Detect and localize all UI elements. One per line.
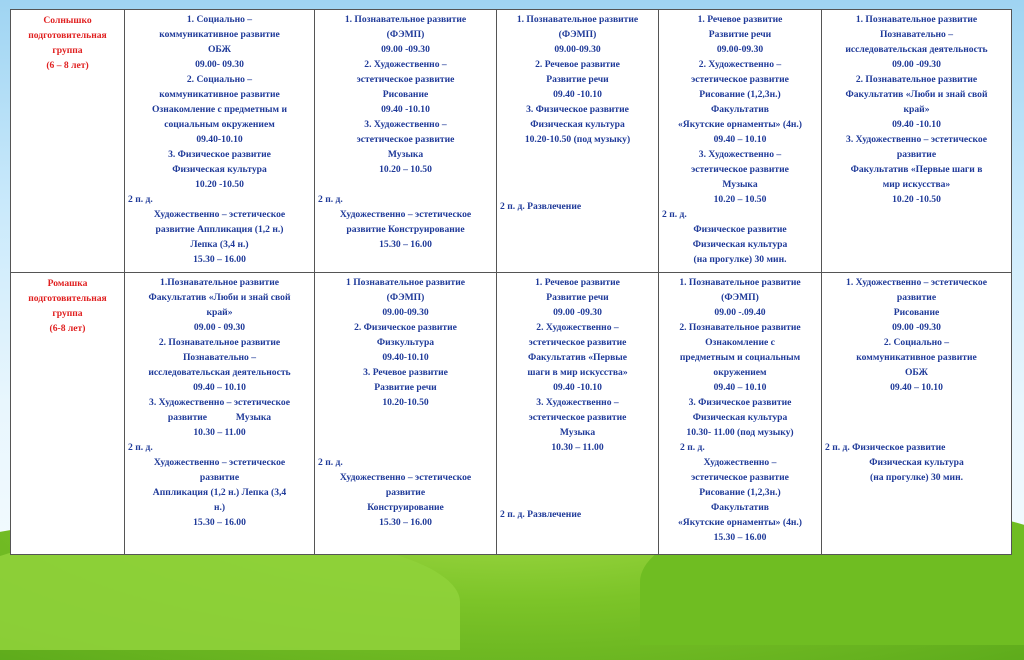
activity-line: 09.40 – 10.10 <box>890 382 943 393</box>
activity-line: 2 п. д. <box>128 442 153 453</box>
activity-line: 09.00-09.30 <box>716 44 764 55</box>
activity-line: 10.20 – 10.50 <box>379 164 432 175</box>
activity-line: «Якутские орнаменты» (4н.) <box>677 119 802 130</box>
activity-line: Физическая культура <box>172 164 267 175</box>
activity-line: коммуникативное развитие <box>159 29 280 40</box>
activity-line: предметным и социальным <box>679 352 801 363</box>
group-line: Ромашка <box>47 278 88 289</box>
activity-line: Художественно – эстетическое <box>339 209 472 220</box>
activity-line: 3. Физическое развитие <box>688 397 792 408</box>
group-line: подготовительная <box>28 293 107 304</box>
activity-line: 2 п. д. <box>318 457 343 468</box>
activity-line: 1. Познавательное развитие <box>344 14 467 25</box>
activity-line: Развитие речи <box>374 382 437 393</box>
activity-line: развитие Конструирование <box>346 224 465 235</box>
activity-line: (ФЭМП) <box>721 292 759 303</box>
activity-line: 09.40 -10.10 <box>553 382 602 393</box>
activity-line: 2. Физическое развитие <box>354 322 457 333</box>
activity-line: 2 п. д. <box>680 442 705 453</box>
activity-line: 3. Художественно – эстетическое <box>846 134 987 145</box>
activity-line: 09.00- 09.30 <box>195 59 244 70</box>
activity-line: Художественно – <box>703 457 777 468</box>
activity-line: Ознакомление с <box>705 337 775 348</box>
activity-line: 09.40 – 10.10 <box>713 382 767 393</box>
activity-line: н.) <box>213 502 226 513</box>
activity-line: 09.40 -10.10 <box>553 89 602 100</box>
activity-line: край» <box>206 307 233 318</box>
activity-line: Художественно – эстетическое <box>339 472 472 483</box>
group-line: подготовительная <box>28 30 107 41</box>
activity-line: развитие <box>199 472 240 483</box>
activity-line: 3. Речевое развитие <box>363 367 448 378</box>
activity-line: Музыка <box>387 149 424 160</box>
activity-line: развитие <box>896 149 937 160</box>
activity-line: 09.40 – 10.10 <box>713 134 767 145</box>
activity-line: 2 п. д. Физическое развитие <box>825 442 946 453</box>
activity-line: 2. Речевое развитие <box>535 59 620 70</box>
activity-line: 10.20-10.50 (под музыку) <box>524 134 631 145</box>
activity-line: край» <box>903 104 930 115</box>
activity-line: 1. Познавательное развитие <box>855 14 978 25</box>
activity-line: Развитие речи <box>546 292 609 303</box>
schedule-row-solnyshko <box>11 10 1012 273</box>
activity-line: Развитие речи <box>546 74 609 85</box>
activity-line: 10.30 – 11.00 <box>551 442 604 453</box>
activity-line: эстетическое развитие <box>528 412 627 423</box>
activity-line: (ФЭМП) <box>386 292 425 303</box>
activity-line: ОБЖ <box>207 44 232 55</box>
activity-line: 09.00 -09.30 <box>381 44 430 55</box>
activity-line: исследовательская деятельность <box>845 44 988 55</box>
activity-line: эстетическое развитие <box>691 74 789 85</box>
activity-line: развитие Музыка <box>167 412 272 423</box>
group-line: (6-8 лет) <box>49 323 86 334</box>
day-cell-thursday <box>659 273 822 555</box>
activity-line: 1 Познавательное развитие <box>346 277 465 288</box>
group-line: группа <box>52 308 83 319</box>
activity-line: Развитие речи <box>708 29 772 40</box>
activity-line: 09.00 -09.30 <box>553 307 602 318</box>
activity-line: Музыка <box>559 427 596 438</box>
day-cell-wednesday <box>497 10 659 273</box>
activity-line: Художественно – эстетическое <box>153 457 286 468</box>
activity-line: Художественно – эстетическое <box>153 209 286 220</box>
activity-line: 2. Познавательное развитие <box>855 74 978 85</box>
activity-line: 3. Художественно – эстетическое <box>149 397 290 408</box>
activity-line: 15.30 – 16.00 <box>713 532 767 543</box>
activity-line: социальным окружением <box>164 119 275 130</box>
activity-line: эстетическое развитие <box>356 134 455 145</box>
activity-line: 09.00 -09.30 <box>892 322 941 333</box>
activity-line: Факультатив «Первые шаги в <box>850 164 983 175</box>
activity-line: 3. Художественно – <box>364 119 447 130</box>
activity-line: мир искусства» <box>882 179 951 190</box>
activity-line: 1. Речевое развитие <box>697 14 783 25</box>
activity-line: 09.00 -.09.40 <box>714 307 766 318</box>
activity-line: развитие <box>385 487 426 498</box>
activity-line: 2. Социально – <box>186 74 253 85</box>
day-cell-thursday <box>659 10 822 273</box>
activity-line: Факультатив «Первые <box>527 352 628 363</box>
activity-line: коммуникативное развитие <box>159 89 280 100</box>
activity-line: 2. Социально – <box>883 337 950 348</box>
activity-line: Ознакомление с предметным и <box>151 104 288 115</box>
activity-line: 09.40-10.10 <box>196 134 243 145</box>
activity-line: 2. Познавательное развитие <box>679 322 801 333</box>
activity-line: 09.40 -10.10 <box>892 119 941 130</box>
activity-line: Музыка <box>722 179 758 190</box>
activity-line: Физическая культура <box>869 457 964 468</box>
activity-line: Аппликация (1,2 н.) Лепка (3,4 <box>152 487 287 498</box>
activity-line: 2 п. д. <box>318 194 343 205</box>
activity-line: (ФЭМП) <box>558 29 597 40</box>
activity-line: 09.40 – 10.10 <box>193 382 246 393</box>
activity-line: эстетическое развитие <box>691 164 789 175</box>
activity-line: 09.00-09.30 <box>554 44 601 55</box>
activity-line: 2. Художественно – <box>364 59 447 70</box>
activity-line: Познавательно – <box>182 352 257 363</box>
activity-line: 1. Познавательное развитие <box>516 14 639 25</box>
activity-line: шаги в мир искусства» <box>527 367 628 378</box>
activity-line: эстетическое развитие <box>528 337 627 348</box>
activity-line: Рисование <box>893 307 940 318</box>
activity-line: Физическое развитие <box>693 224 787 235</box>
activity-line: 10.30 – 11.00 <box>193 427 246 438</box>
activity-line: 09.00-09.30 <box>382 307 429 318</box>
day-cell-monday <box>125 10 315 273</box>
group-line: Солнышко <box>43 15 92 26</box>
activity-line: 2. Художественно – <box>698 59 782 70</box>
activity-line: 2. Познавательное развитие <box>158 337 281 348</box>
activity-line: 15.30 – 16.00 <box>379 517 432 528</box>
group-cell-romashka <box>11 273 125 555</box>
day-cell-friday <box>822 10 1012 273</box>
day-cell-monday <box>125 273 315 555</box>
activity-line: 15.30 – 16.00 <box>379 239 432 250</box>
activity-line: эстетическое развитие <box>691 472 789 483</box>
day-cell-friday <box>822 273 1012 555</box>
activity-line: Факультатив <box>711 502 769 513</box>
activity-line: 1. Социально – <box>186 14 253 25</box>
activity-line: 10.30- 11.00 (под музыку) <box>686 427 794 438</box>
activity-line: окружением <box>713 367 767 378</box>
day-cell-tuesday <box>315 10 497 273</box>
activity-line: 15.30 – 16.00 <box>193 254 246 265</box>
activity-line: Факультатив «Люби и знай свой <box>148 292 291 303</box>
activity-line: Физкультура <box>376 337 435 348</box>
day-cell-tuesday <box>315 273 497 555</box>
activity-line: 3. Художественно – <box>536 397 619 408</box>
activity-line: «Якутские орнаменты» (4н.) <box>677 517 802 528</box>
activity-line: Факультатив «Люби и знай свой <box>845 89 988 100</box>
activity-line: Физическая культура <box>692 412 788 423</box>
activity-line: 09.40-10.10 <box>382 352 429 363</box>
activity-line: 10.20 – 10.50 <box>713 194 767 205</box>
activity-line: развитие <box>896 292 937 303</box>
activity-line: 3. Физическое развитие <box>168 149 271 160</box>
activity-line: ОБЖ <box>904 367 929 378</box>
activity-line: 3. Художественно – <box>698 149 782 160</box>
activity-line: 10.20-10.50 <box>382 397 429 408</box>
activity-line: 10.20 -10.50 <box>195 179 244 190</box>
activity-line: 10.20 -10.50 <box>892 194 941 205</box>
activity-line: (ФЭМП) <box>386 29 425 40</box>
activity-line: исследовательская деятельность <box>148 367 291 378</box>
activity-line: 09.00 - 09.30 <box>193 322 246 333</box>
activity-line: (на прогулке) 30 мин. <box>693 254 787 265</box>
activity-line: 2 п. д. Развлечение <box>500 201 582 212</box>
activity-line: Факультатив <box>711 104 769 115</box>
day-cell-wednesday <box>497 273 659 555</box>
activity-line: Лепка (3,4 н.) <box>190 239 249 250</box>
activity-line: Познавательно – <box>879 29 954 40</box>
activity-line: 2 п. д. Развлечение <box>500 509 582 520</box>
activity-line: Рисование (1,2,3н.) <box>699 487 781 498</box>
activity-line: 2 п. д. <box>662 209 687 220</box>
activity-line: 09.40 -10.10 <box>381 104 430 115</box>
activity-line: 3. Физическое развитие <box>526 104 629 115</box>
activity-line: Рисование <box>382 89 429 100</box>
activity-line: Конструирование <box>367 502 444 513</box>
activity-line: 2. Художественно – <box>536 322 619 333</box>
activity-line: 09.00 -09.30 <box>892 59 941 70</box>
group-line: (6 – 8 лет) <box>46 60 89 71</box>
activity-line: Рисование (1,2,3н.) <box>699 89 781 100</box>
schedule-table <box>10 9 1012 555</box>
activity-line: 15.30 – 16.00 <box>193 517 246 528</box>
activity-line: 1. Познавательное развитие <box>679 277 801 288</box>
schedule-row-romashka <box>11 273 1012 555</box>
activity-line: коммуникативное развитие <box>856 352 977 363</box>
group-line: группа <box>52 45 83 56</box>
activity-line: 1. Речевое развитие <box>535 277 620 288</box>
activity-line: 1. Художественно – эстетическое <box>846 277 987 288</box>
activity-line: Физическая культура <box>692 239 788 250</box>
activity-line: (на прогулке) 30 мин. <box>870 472 963 483</box>
activity-line: Физическая культура <box>530 119 625 130</box>
activity-line: 1.Познавательное развитие <box>160 277 279 288</box>
group-cell-solnyshko <box>11 10 125 273</box>
activity-line: эстетическое развитие <box>356 74 455 85</box>
activity-line: развитие Аппликация (1,2 н.) <box>155 224 284 235</box>
activity-line: 2 п. д. <box>128 194 153 205</box>
